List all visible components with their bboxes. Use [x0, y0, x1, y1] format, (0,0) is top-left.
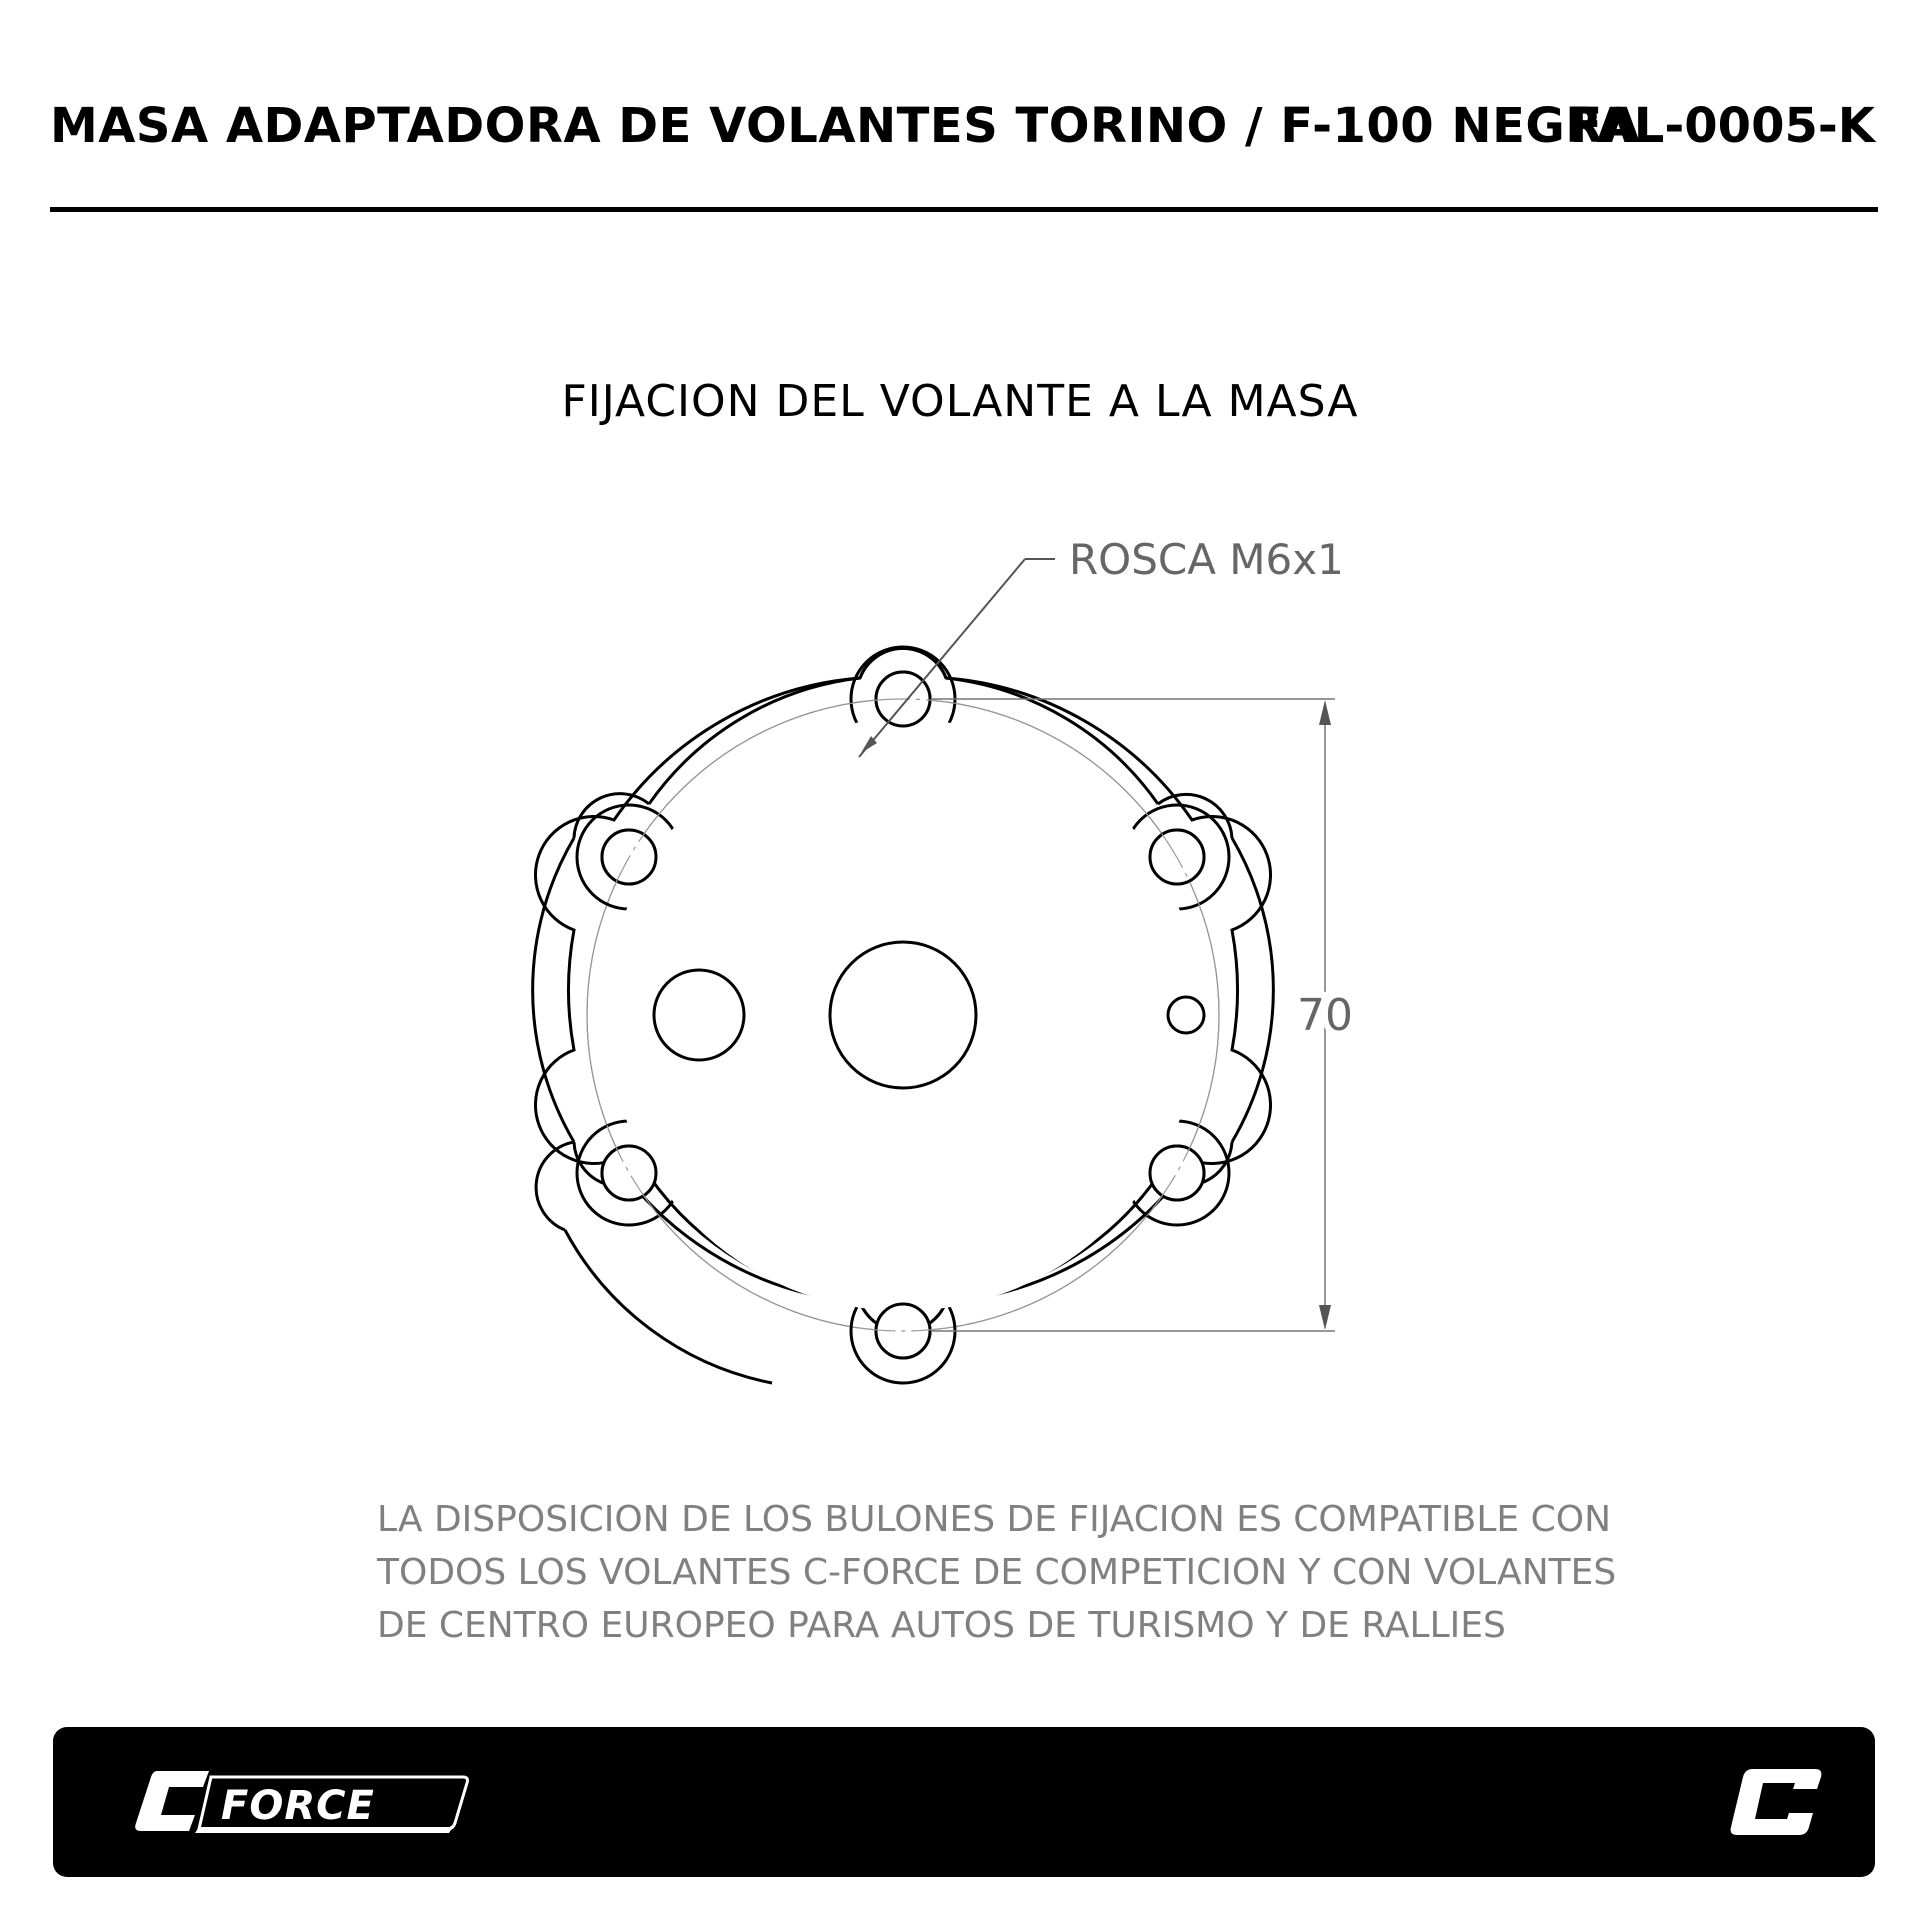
footer-bar [53, 1727, 1875, 1877]
description-line: TODOS LOS VOLANTES C-FORCE DE COMPETICION Y CON VOLANTES [377, 1552, 1617, 1593]
dim-arrow-bottom [1319, 1305, 1331, 1330]
side-hole-left [654, 970, 744, 1060]
description-line: DE CENTRO EUROPEO PARA AUTOS DE TURISMO Y DE RALLIES [377, 1605, 1506, 1646]
product-code: FAL-0005-K [1569, 98, 1875, 154]
compatibility-note [377, 1493, 1677, 1652]
thread-label: ROSCA M6x1 [1069, 535, 1344, 584]
center-bore [830, 942, 976, 1088]
side-hole-right [1168, 997, 1204, 1033]
description-line: LA DISPOSICION DE LOS BULONES DE FIJACION ES COMPATIBLE CON [377, 1499, 1612, 1540]
svg-text:FORCE: FORCE [221, 1783, 375, 1829]
page-title: MASA ADAPTADORA DE VOLANTES TORINO / F-100 NEGRA [50, 98, 1641, 154]
c-force-emblem-icon [1725, 1767, 1825, 1837]
dimension-value: 70 [1297, 990, 1353, 1041]
section-title: FIJACION DEL VOLANTE A LA MASA [561, 376, 1359, 427]
dim-arrow-top [1319, 700, 1331, 725]
cforce-logo [133, 1767, 473, 1837]
